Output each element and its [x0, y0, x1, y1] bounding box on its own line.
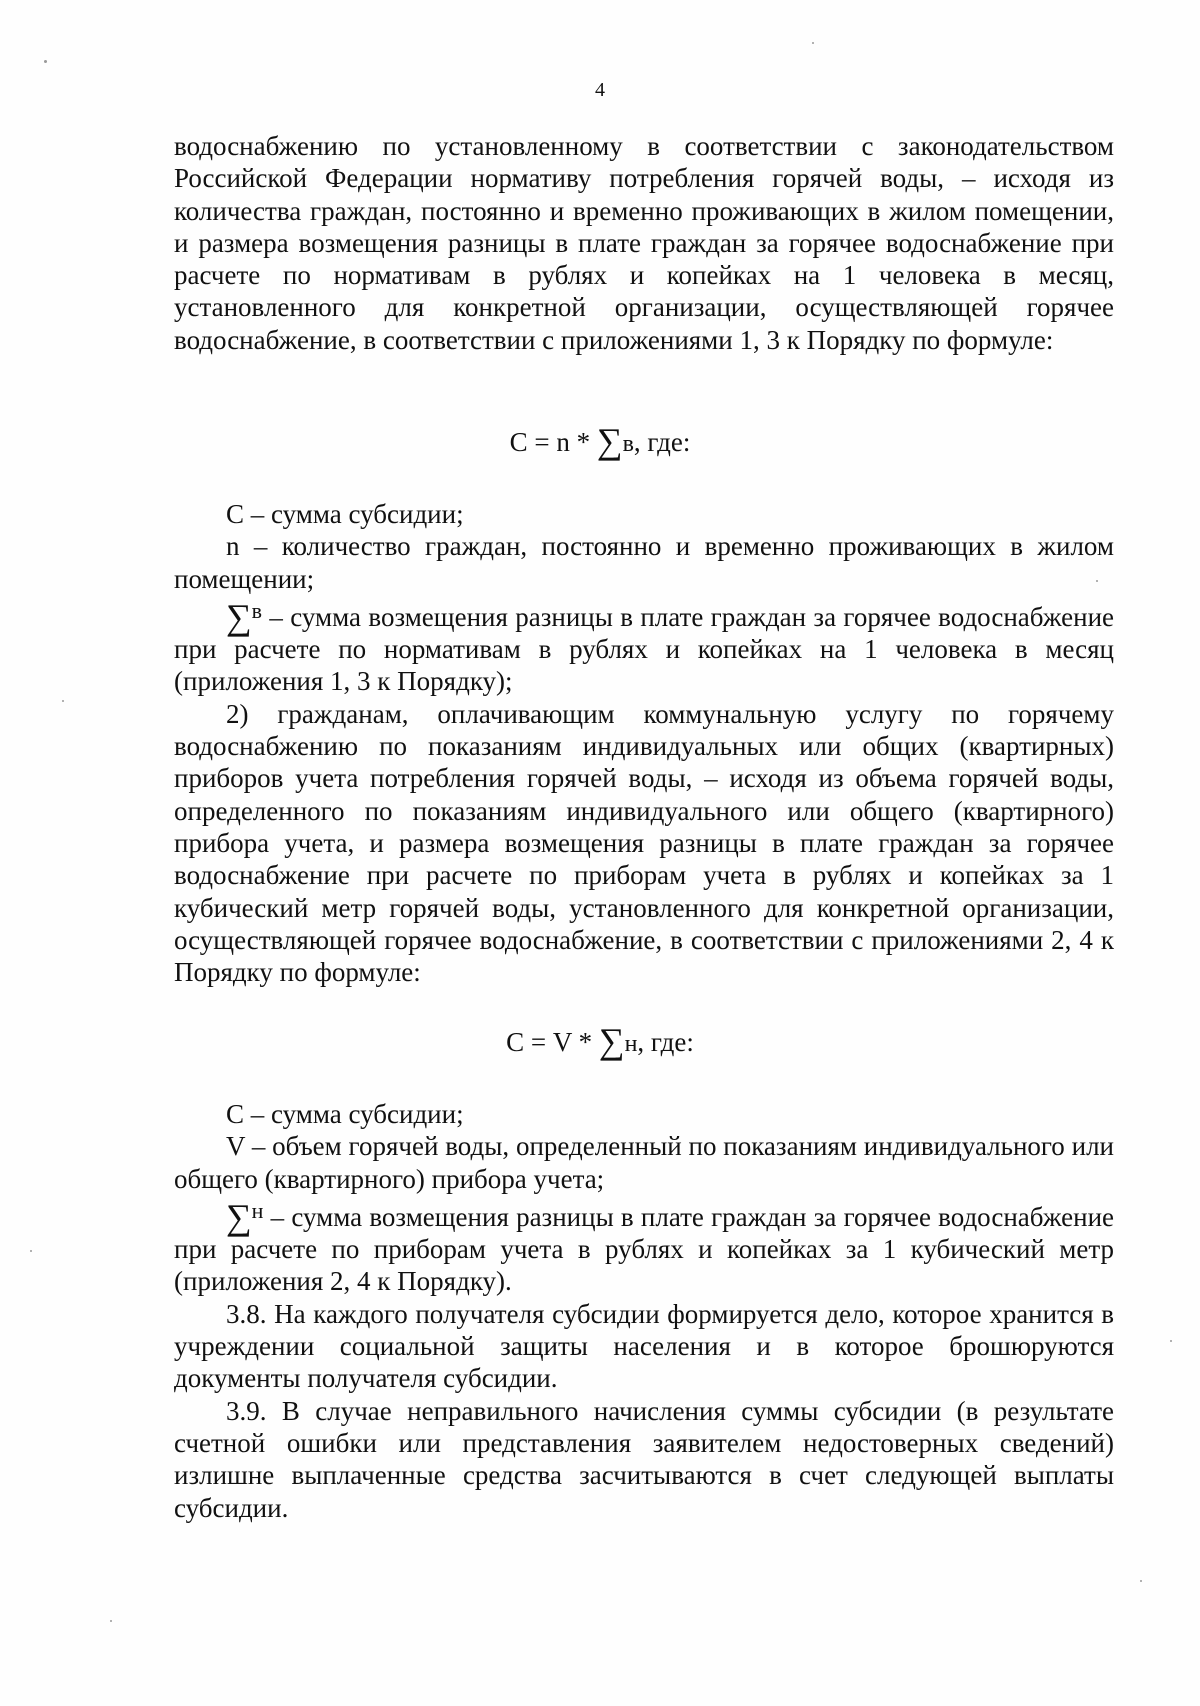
scan-speck	[110, 1620, 112, 1622]
scan-speck	[1096, 580, 1098, 582]
formula-normative	[0, 421, 1200, 462]
paragraph-item-2: 2) гражданам, оплачивающим коммунальную услугу по горячему водоснабжению по показаниям индивидуальных или общих (квартирных) приборов учета потребления горячей воды, – исходя из объема горячей воды, определенного по показаниям индивидуального или общего (квартирного) прибора учета, и размера возмещения разницы в плате граждан за горячее водоснабжение при расчете по приборам учета в рублях и копейках за 1 кубический метр горячей воды, установленного для конкретной организации, осуществляющей горячее водоснабжение, в соответствии с приложениями 2, 4 к Порядку по формуле:	[174, 698, 1114, 988]
definition-c: С – сумма субсидии;	[226, 499, 464, 529]
definition-sigma-text: – сумма возмещения разницы в плате граждан за горячее водоснабжение при расчете по нормативам в рублях и копейках на 1 человека в месяц (приложения 1, 3 к Порядку);	[174, 601, 1114, 697]
sigma-symbol: ∑	[226, 1196, 252, 1237]
definition-c: С – сумма субсидии;	[226, 1099, 464, 1129]
text-block-2	[174, 498, 1114, 988]
formula-left: С = n *	[509, 427, 591, 457]
sigma-index: в	[251, 597, 263, 623]
text-block-3	[174, 1098, 1114, 1524]
scan-speck	[812, 42, 814, 44]
scan-speck	[30, 1250, 32, 1252]
scan-speck	[62, 700, 64, 702]
definition-n: n – количество граждан, постоянно и временно проживающих в жилом помещении;	[174, 531, 1114, 594]
scan-speck	[1170, 1340, 1172, 1342]
formula-meter	[0, 1021, 1200, 1062]
page-number: 4	[595, 79, 605, 101]
definition-sigma-v	[174, 595, 1114, 698]
paragraph-intro: водоснабжению по установленному в соответствии с законодательством Российской Федерации нормативу потребления горячей воды, – исходя из количества граждан, постоянно и временно проживающих в жилом помещении, и размера возмещения разницы в плате граждан за горячее водоснабжение при расчете по нормативам в рублях и копейках на 1 человека в месяц, установленного для конкретной организации, осуществляющей горячее водоснабжение, в соответствии с приложениями 1, 3 к Порядку по формуле:	[174, 131, 1114, 355]
definition-v: V – объем горячей воды, определенный по показаниям индивидуального или общего (квартирного) прибора учета;	[174, 1131, 1114, 1194]
formula-tail: , где:	[633, 427, 691, 457]
definition-sigma-n	[174, 1195, 1114, 1298]
scan-speck	[1140, 1580, 1142, 1582]
formula-left: С = V *	[506, 1027, 593, 1057]
formula-sigma-index: в	[622, 431, 634, 457]
text-block-1	[174, 130, 1114, 356]
sigma-index: н	[251, 1197, 264, 1223]
sigma-symbol: ∑	[596, 421, 623, 461]
definition-sigma-text: – сумма возмещения разницы в плате граждан за горячее водоснабжение при расчете по приборам учета в рублях и копейках за 1 кубический метр (приложения 2, 4 к Порядку).	[174, 1201, 1114, 1297]
formula-tail: , где:	[637, 1027, 694, 1057]
paragraph-3-8: 3.8. На каждого получателя субсидии формируется дело, которое хранится в учреждении социальной защиты населения и в которое брошюруются документы получателя субсидии.	[174, 1298, 1114, 1394]
formula-sigma-index: н	[624, 1031, 638, 1057]
sigma-symbol: ∑	[226, 596, 252, 637]
sigma-symbol: ∑	[598, 1021, 625, 1061]
scan-speck	[44, 60, 47, 63]
paragraph-3-9: 3.9. В случае неправильного начисления суммы субсидии (в результате счетной ошибки или представления заявителем недостоверных сведений) излишне выплаченные средства засчитываются в счет следующей выплаты субсидии.	[174, 1395, 1114, 1523]
